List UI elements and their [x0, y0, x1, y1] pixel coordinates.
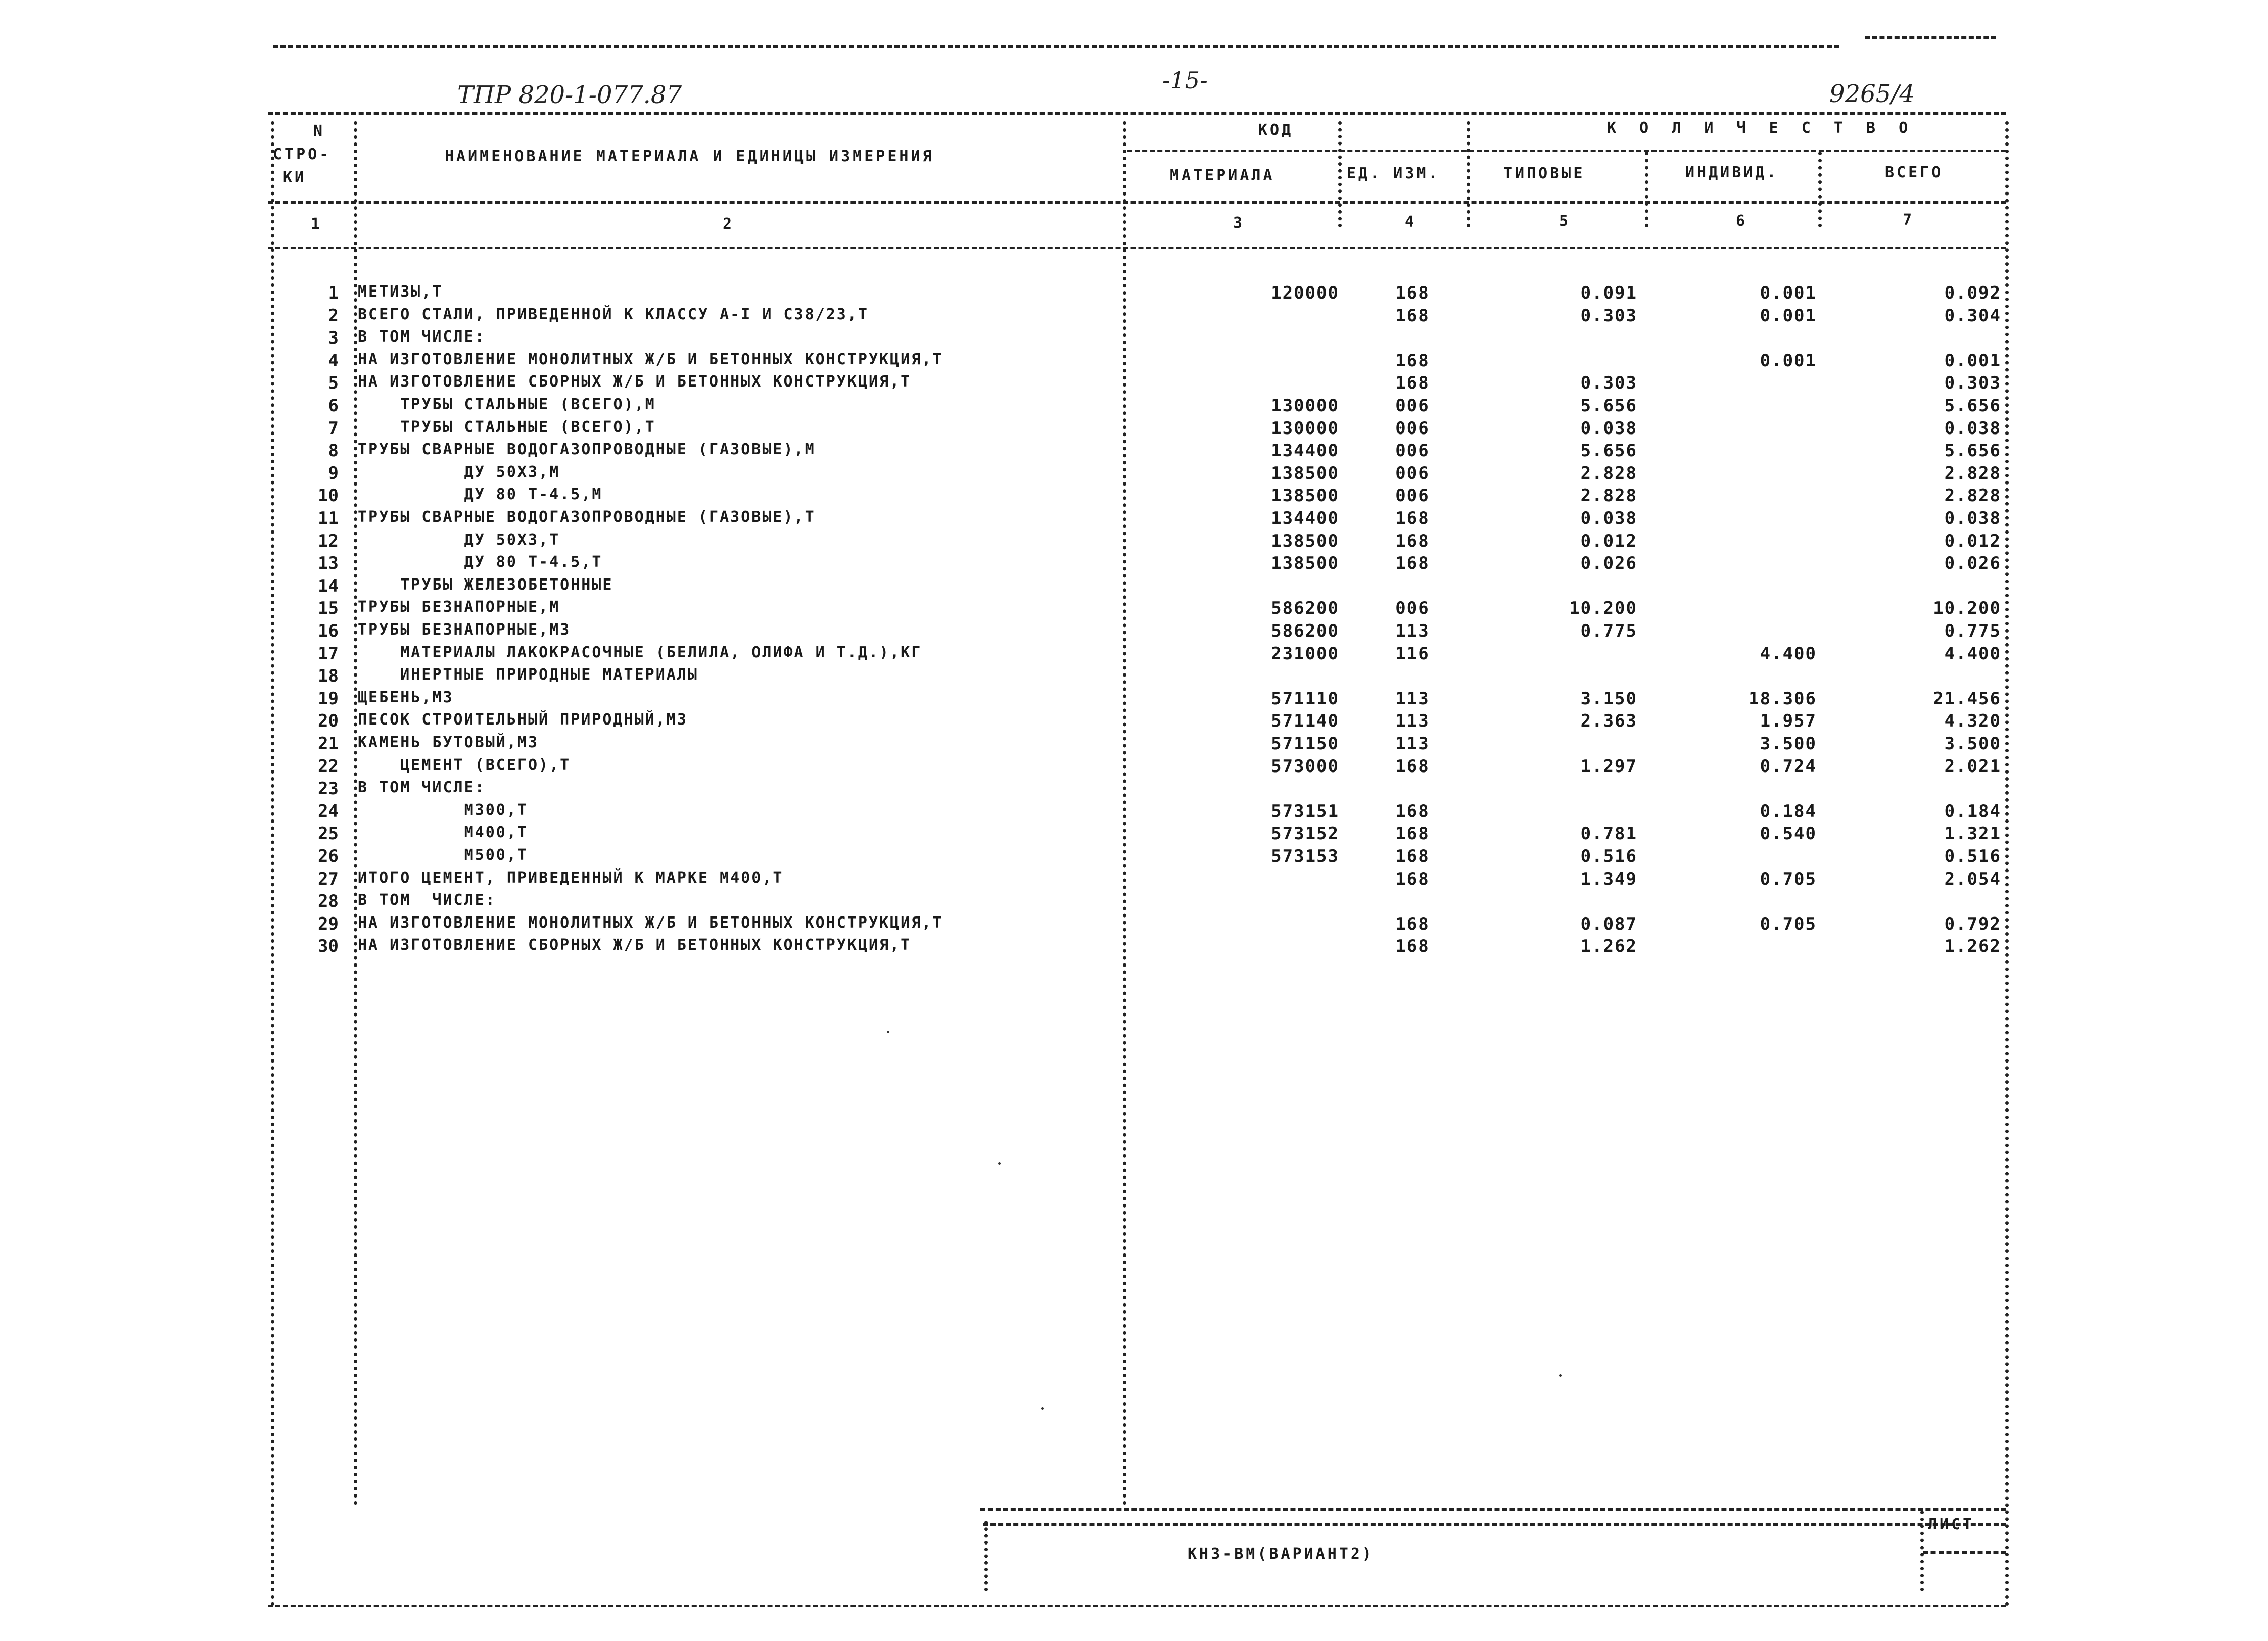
row-number: 27	[318, 869, 339, 889]
unit-typ-separator	[1467, 121, 1470, 227]
header-mid-rule	[1127, 150, 2006, 152]
qty-typical: 5.656	[1580, 441, 1637, 461]
material-name: НА ИЗГОТОВЛЕНИЕ СБОРНЫХ Ж/Б И БЕТОННЫХ КОНСТРУКЦИЯ,Т	[358, 373, 912, 391]
material-code: 138500	[1271, 553, 1339, 573]
qty-typical: 0.087	[1580, 914, 1637, 934]
material-name: ТРУБЫ БЕЗНАПОРНЫЕ,М	[358, 598, 560, 616]
material-name: ТРУБЫ СВАРНЫЕ ВОДОГАЗОПРОВОДНЫЕ (ГАЗОВЫЕ),Т	[358, 508, 816, 526]
typ-ind-separator	[1645, 152, 1648, 227]
qty-total: 1.262	[1944, 936, 2001, 956]
material-name: ТРУБЫ СТАЛЬНЫЕ (ВСЕГО),М	[358, 396, 656, 413]
material-name: ВСЕГО СТАЛИ, ПРИВЕДЕННОЙ К КЛАССУ А-I И С38/23,Т	[358, 306, 869, 323]
scan-speck	[887, 1031, 889, 1033]
material-name: В ТОМ ЧИСЛЕ:	[358, 891, 496, 909]
material-name: М400,Т	[358, 824, 528, 841]
qty-individual: 0.001	[1760, 306, 1817, 326]
left-border	[271, 121, 274, 1607]
qty-typical: 0.303	[1580, 306, 1637, 326]
col-number-7: 7	[1903, 211, 1915, 229]
material-name: ДУ 50Х3,М	[358, 463, 560, 481]
col-material: МАТЕРИАЛА	[1170, 167, 1275, 184]
qty-typical: 1.349	[1580, 869, 1637, 889]
qty-total: 5.656	[1944, 441, 2001, 461]
qty-typical: 1.262	[1580, 936, 1637, 956]
unit-code: 168	[1395, 553, 1430, 573]
material-name: ТРУБЫ БЕЗНАПОРНЫЕ,М3	[358, 621, 571, 639]
row-number: 12	[318, 531, 339, 551]
unit-code: 006	[1395, 463, 1430, 484]
unit-code: 006	[1395, 441, 1430, 461]
material-code: 134400	[1271, 441, 1339, 461]
scan-speck	[1559, 1374, 1562, 1377]
row-number: 20	[318, 711, 339, 731]
qty-total: 0.775	[1944, 621, 2001, 641]
unit-code: 168	[1395, 351, 1430, 371]
row-number: 13	[318, 553, 339, 573]
right-border	[2005, 121, 2009, 1607]
col-number-5: 5	[1559, 212, 1571, 230]
col-number-3: 3	[1233, 214, 1245, 232]
qty-total: 2.054	[1944, 869, 2001, 889]
titleblock-top-rule	[980, 1508, 2006, 1511]
qty-total: 0.012	[1944, 531, 2001, 551]
material-name: КАМЕНЬ БУТОВЫЙ,М3	[358, 734, 539, 751]
doc-code: ТПР 820-1-077.87	[457, 81, 682, 109]
material-name: ДУ 80 Т-4.5,М	[358, 486, 603, 503]
row-number: 29	[318, 914, 339, 934]
material-code: 130000	[1271, 396, 1339, 416]
row-number: 10	[318, 486, 339, 506]
row-number: 4	[328, 351, 339, 371]
unit-code: 168	[1395, 846, 1430, 866]
unit-code: 168	[1395, 756, 1430, 777]
qty-total: 0.026	[1944, 553, 2001, 573]
sheet-box-rule	[1923, 1551, 2006, 1554]
unit-code: 113	[1395, 734, 1430, 754]
code-unit-separator	[1338, 121, 1342, 227]
unit-code: 168	[1395, 869, 1430, 889]
qty-typical: 2.828	[1580, 463, 1637, 484]
unit-code: 113	[1395, 711, 1430, 731]
qty-individual: 0.001	[1760, 351, 1817, 371]
material-code: 573000	[1271, 756, 1339, 777]
qty-total: 0.792	[1944, 914, 2001, 934]
qty-total: 5.656	[1944, 396, 2001, 416]
material-name: ИТОГО ЦЕМЕНТ, ПРИВЕДЕННЫЙ К МАРКЕ М400,Т	[358, 869, 784, 887]
qty-individual: 0.705	[1760, 914, 1817, 934]
material-code: 138500	[1271, 463, 1339, 484]
material-code: 573151	[1271, 801, 1339, 822]
unit-code: 168	[1395, 373, 1430, 393]
qty-typical: 2.363	[1580, 711, 1637, 731]
row-number: 15	[318, 598, 339, 618]
row-number: 7	[328, 418, 339, 439]
qty-total: 4.400	[1944, 644, 2001, 664]
material-name: ДУ 50Х3,Т	[358, 531, 560, 549]
material-code: 586200	[1271, 598, 1339, 618]
unit-code: 006	[1395, 418, 1430, 439]
material-name: НА ИЗГОТОВЛЕНИЕ МОНОЛИТНЫХ Ж/Б И БЕТОННЫХ КОНСТРУКЦИЯ,Т	[358, 914, 943, 932]
material-name: ТРУБЫ СТАЛЬНЫЕ (ВСЕГО),Т	[358, 418, 656, 436]
qty-total: 0.304	[1944, 306, 2001, 326]
row-number: 3	[328, 328, 339, 348]
row-number: 6	[328, 396, 339, 416]
qty-individual: 0.184	[1760, 801, 1817, 822]
row-number: 21	[318, 734, 339, 754]
qty-typical: 2.828	[1580, 486, 1637, 506]
scan-speck	[1041, 1407, 1044, 1410]
col-total: ВСЕГО	[1885, 164, 1944, 181]
material-name: ТРУБЫ СВАРНЫЕ ВОДОГАЗОПРОВОДНЫЕ (ГАЗОВЫЕ),М	[358, 441, 816, 458]
titleblock-left-border	[984, 1521, 988, 1591]
qty-total: 0.038	[1944, 508, 2001, 528]
qty-total: 0.303	[1944, 373, 2001, 393]
qty-total: 2.021	[1944, 756, 2001, 777]
material-name: В ТОМ ЧИСЛЕ:	[358, 328, 486, 346]
material-name: М300,Т	[358, 801, 528, 819]
header-bottom-rule	[268, 247, 2006, 249]
material-name: ЩЕБЕНЬ,М3	[358, 689, 454, 706]
qty-individual: 0.705	[1760, 869, 1817, 889]
col-number-1: 1	[311, 215, 323, 233]
material-name: НА ИЗГОТОВЛЕНИЕ СБОРНЫХ Ж/Б И БЕТОННЫХ КОНСТРУКЦИЯ,Т	[358, 936, 912, 954]
qty-individual: 0.540	[1760, 824, 1817, 844]
material-name: М500,Т	[358, 846, 528, 864]
row-number: 18	[318, 666, 339, 686]
material-code: 573153	[1271, 846, 1339, 866]
material-name: МЕТИЗЫ,Т	[358, 283, 443, 301]
row-number: 26	[318, 846, 339, 866]
col-typical: ТИПОВЫЕ	[1503, 165, 1585, 182]
row-number: 23	[318, 779, 339, 799]
qty-total: 0.516	[1944, 846, 2001, 866]
qty-typical: 0.775	[1580, 621, 1637, 641]
col-rowno-line1: N	[313, 122, 325, 140]
unit-code: 113	[1395, 689, 1430, 709]
qty-typical: 0.038	[1580, 508, 1637, 528]
unit-code: 168	[1395, 801, 1430, 822]
unit-code: 006	[1395, 396, 1430, 416]
material-code: 130000	[1271, 418, 1339, 439]
material-name: ДУ 80 Т-4.5,Т	[358, 553, 603, 571]
sheet-label: ЛИСТ	[1928, 1516, 1975, 1533]
row-number: 19	[318, 689, 339, 709]
row-number: 5	[328, 373, 339, 393]
col-rowno-line3: КИ	[283, 169, 307, 186]
material-code: 231000	[1271, 644, 1339, 664]
material-code: 571150	[1271, 734, 1339, 754]
row-number: 17	[318, 644, 339, 664]
bottom-rule	[268, 1605, 2006, 1607]
qty-typical: 10.200	[1569, 598, 1637, 618]
material-code: 573152	[1271, 824, 1339, 844]
qty-total: 2.828	[1944, 463, 2001, 484]
row-number: 11	[318, 508, 339, 528]
qty-individual: 0.001	[1760, 283, 1817, 303]
row-number: 8	[328, 441, 339, 461]
material-code: 138500	[1271, 531, 1339, 551]
unit-code: 168	[1395, 283, 1430, 303]
unit-code: 168	[1395, 508, 1430, 528]
material-code: 586200	[1271, 621, 1339, 641]
unit-code: 006	[1395, 486, 1430, 506]
qty-typical: 0.026	[1580, 553, 1637, 573]
ind-total-separator	[1818, 152, 1822, 227]
unit-code: 168	[1395, 914, 1430, 934]
archive-number: 9265/4	[1829, 80, 1915, 108]
rowno-separator	[354, 121, 357, 1506]
name-code-separator	[1123, 121, 1126, 1506]
row-number: 22	[318, 756, 339, 777]
unit-code: 006	[1395, 598, 1430, 618]
col-qty-group: К О Л И Ч Е С Т В О	[1607, 119, 1915, 137]
unit-code: 113	[1395, 621, 1430, 641]
material-code: 571110	[1271, 689, 1339, 709]
qty-total: 3.500	[1944, 734, 2001, 754]
qty-total: 4.320	[1944, 711, 2001, 731]
material-name: ТРУБЫ ЖЕЛЕЗОБЕТОННЫЕ	[358, 576, 613, 594]
material-name: МАТЕРИАЛЫ ЛАКОКРАСОЧНЫЕ (БЕЛИЛА, ОЛИФА И Т.Д.),КГ	[358, 644, 922, 661]
col-code-group: КОД	[1258, 121, 1294, 139]
material-code: 120000	[1271, 283, 1339, 303]
row-number: 16	[318, 621, 339, 641]
qty-typical: 0.038	[1580, 418, 1637, 439]
material-name: НА ИЗГОТОВЛЕНИЕ МОНОЛИТНЫХ Ж/Б И БЕТОННЫХ КОНСТРУКЦИЯ,Т	[358, 351, 943, 368]
qty-total: 0.038	[1944, 418, 2001, 439]
qty-total: 1.321	[1944, 824, 2001, 844]
qty-individual: 4.400	[1760, 644, 1817, 664]
col-number-6: 6	[1736, 212, 1748, 230]
top-dashed-rule-right	[1865, 36, 1996, 39]
col-name-header: НАИМЕНОВАНИЕ МАТЕРИАЛА И ЕДИНИЦЫ ИЗМЕРЕНИЯ	[445, 148, 934, 165]
col-number-4: 4	[1405, 213, 1417, 231]
material-code: 138500	[1271, 486, 1339, 506]
qty-typical: 1.297	[1580, 756, 1637, 777]
col-rowno-line2: СТРО-	[273, 146, 332, 163]
qty-typical: 5.656	[1580, 396, 1637, 416]
material-name: ПЕСОК СТРОИТЕЛЬНЫЙ ПРИРОДНЫЙ,М3	[358, 711, 688, 729]
qty-typical: 0.303	[1580, 373, 1637, 393]
qty-individual: 0.724	[1760, 756, 1817, 777]
qty-total: 0.001	[1944, 351, 2001, 371]
qty-total: 0.092	[1944, 283, 2001, 303]
unit-code: 168	[1395, 936, 1430, 956]
qty-total: 10.200	[1933, 598, 2001, 618]
qty-typical: 0.781	[1580, 824, 1637, 844]
qty-individual: 1.957	[1760, 711, 1817, 731]
col-number-2: 2	[723, 215, 735, 233]
unit-code: 168	[1395, 306, 1430, 326]
row-number: 2	[328, 306, 339, 326]
qty-typical: 0.091	[1580, 283, 1637, 303]
unit-code: 168	[1395, 824, 1430, 844]
material-name: ИНЕРТНЫЕ ПРИРОДНЫЕ МАТЕРИАЛЫ	[358, 666, 698, 684]
row-number: 1	[328, 283, 339, 303]
qty-typical: 0.516	[1580, 846, 1637, 866]
qty-individual: 18.306	[1749, 689, 1817, 709]
unit-code: 168	[1395, 531, 1430, 551]
row-number: 24	[318, 801, 339, 822]
material-name: В ТОМ ЧИСЛЕ:	[358, 779, 486, 796]
header-top-rule	[268, 112, 2006, 115]
qty-total: 0.184	[1944, 801, 2001, 822]
header-numbers-top-rule	[268, 201, 2006, 204]
page-marker: -15-	[1162, 67, 1208, 94]
titleblock-inner-rule	[983, 1523, 2006, 1526]
qty-typical: 0.012	[1580, 531, 1637, 551]
row-number: 30	[318, 936, 339, 956]
qty-total: 21.456	[1933, 689, 2001, 709]
row-number: 9	[328, 463, 339, 484]
row-number: 28	[318, 891, 339, 911]
scan-speck	[998, 1162, 1001, 1165]
row-number: 14	[318, 576, 339, 596]
material-name: ЦЕМЕНТ (ВСЕГО),Т	[358, 756, 571, 774]
col-individual: ИНДИВИД.	[1685, 164, 1779, 181]
qty-individual: 3.500	[1760, 734, 1817, 754]
material-code: 134400	[1271, 508, 1339, 528]
top-dashed-rule	[273, 45, 1839, 48]
qty-typical: 3.150	[1580, 689, 1637, 709]
row-number: 25	[318, 824, 339, 844]
unit-code: 116	[1395, 644, 1430, 664]
titleblock-title: КНЗ-ВМ(ВАРИАНТ2)	[1188, 1545, 1374, 1563]
material-code: 571140	[1271, 711, 1339, 731]
col-unit: ЕД. ИЗМ.	[1347, 165, 1440, 182]
qty-total: 2.828	[1944, 486, 2001, 506]
